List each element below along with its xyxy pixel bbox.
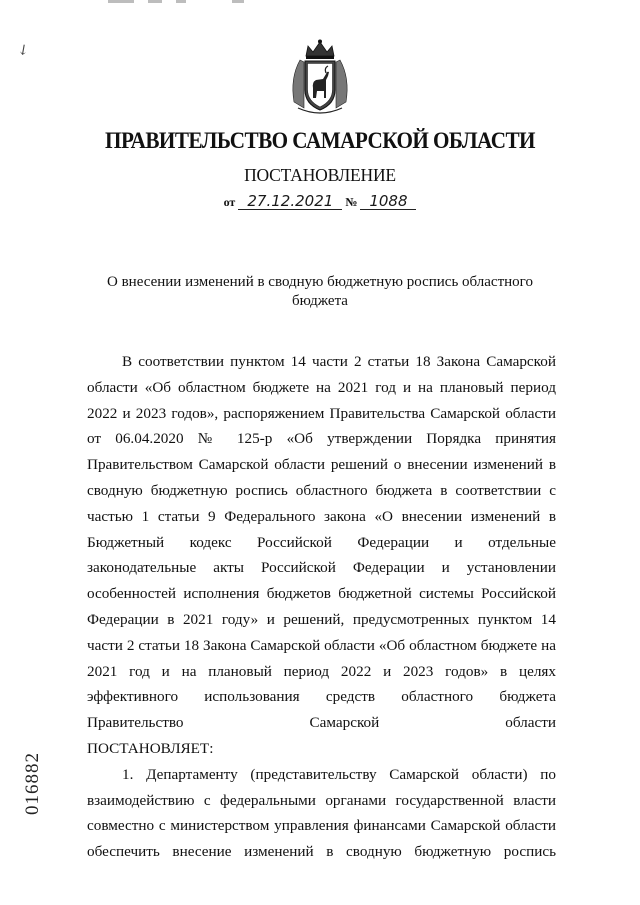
corner-check-mark: ↙ (14, 40, 33, 61)
side-registration-number: 016882 (22, 752, 43, 815)
number-prefix: № (345, 195, 358, 209)
item-1-paragraph: 1. Департаменту (представительству Самарской области) по взаимодействию с федеральными органами государственной власти совместно с министерством управления финансами Самарской области обеспечить внесение изменений в сводную бюджетную роспись (87, 765, 556, 861)
document-body (87, 349, 556, 865)
samara-coat-of-arms-icon (286, 38, 354, 116)
handwritten-date: 27.12.2021 (238, 193, 342, 210)
scan-edge-marks (0, 0, 640, 6)
date-number-line (0, 193, 640, 210)
document-subject: О внесении изменений в сводную бюджетную роспись областного бюджета (107, 274, 533, 309)
preamble-paragraph: В соответствии пунктом 14 части 2 статьи 18 Закона Самарской области «Об областном бюджете на 2021 год и на плановый период 2022 и 2023 годов», распоряжением Правительства Самарской области от 06.04.2020 № 125-р «Об утверждении Порядка принятия Правительством Самарской области решений о внесении изменений в сводную бюджетную роспись областного бюджета в соответствии с частью 1 статьи 9 Федерального закона «О внесении изменений в Бюджетный кодекс Российской Федерации и отдельные законодательные акты Российской Федерации и установлении особенностей исполнения бюджетов бюджетной системы Российской Федерации в 2021 году» и решений, предусмотренных пунктом 14 части 2 статьи 18 Закона Самарской области «Об областном бюджете на 2021 год и на плановый период 2022 и 2023 годов» в целях эффективного использования средств областного бюджета Правительство Самарской области (87, 353, 556, 732)
document-type: ПОСТАНОВЛЕНИЕ (244, 165, 396, 185)
decree-word: ПОСТАНОВЛЯЕТ: (87, 739, 214, 757)
date-prefix: от (223, 195, 236, 209)
handwritten-number: 1088 (360, 193, 416, 210)
government-title: ПРАВИТЕЛЬСТВО САМАРСКОЙ ОБЛАСТИ (105, 128, 535, 153)
